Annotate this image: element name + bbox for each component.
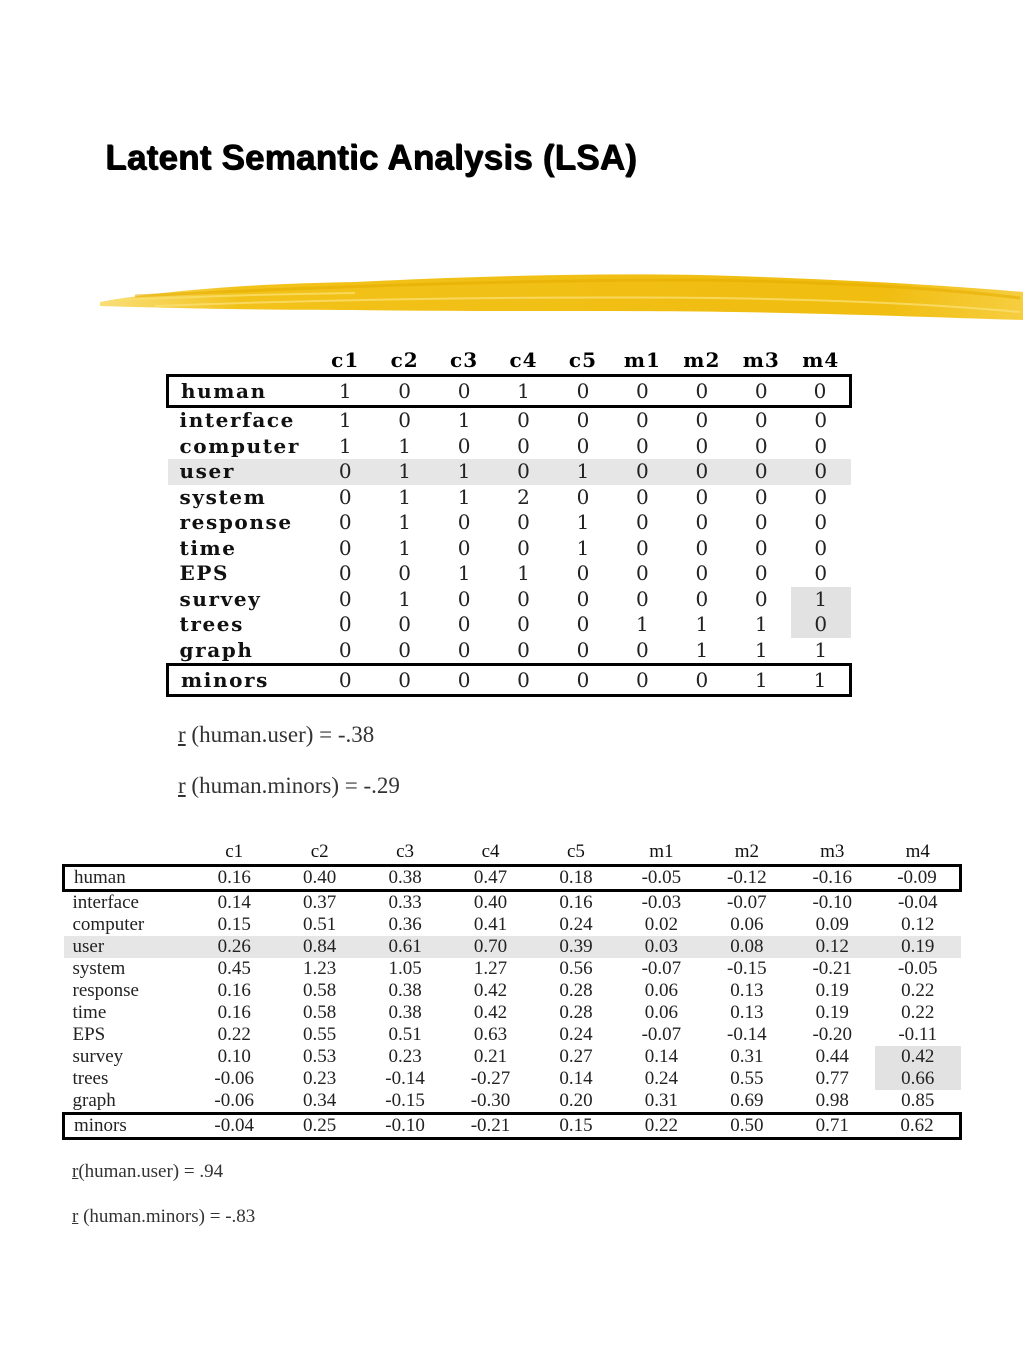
table-cell: 0 (791, 376, 851, 407)
row-term: time (179, 535, 237, 560)
column-header: m4 (802, 348, 840, 372)
table-cell: 0.39 (533, 936, 618, 958)
table-cell: 0 (695, 535, 709, 560)
table-cell: 0.16 (192, 866, 277, 891)
table-cell: 0 (398, 612, 412, 636)
row-term: response (179, 510, 293, 534)
table-cell: 0 (316, 459, 375, 485)
table-row (168, 665, 851, 696)
table-row (168, 376, 851, 407)
row-term: trees (72, 1068, 109, 1089)
table-cell: 0.21 (473, 1046, 508, 1067)
row-term: response (72, 980, 139, 1001)
table-cell: 0.85 (901, 1090, 935, 1111)
table-cell: 0 (695, 484, 709, 509)
column-header: c5 (568, 348, 598, 372)
table-row (64, 1068, 961, 1090)
table-row (168, 536, 851, 562)
table-cell: 0.24 (644, 1068, 679, 1089)
table-row (64, 1002, 961, 1024)
table-cell: 0 (576, 408, 590, 432)
table-cell: 0 (576, 484, 590, 509)
table-cell: 0.62 (875, 1114, 961, 1139)
table-cell: 0 (398, 637, 412, 662)
table-cell: 0.56 (559, 958, 593, 979)
table-cell: 0 (754, 408, 768, 432)
table-cell: 0.18 (533, 866, 618, 891)
table-cell: 0 (754, 433, 768, 458)
table-cell: 0.44 (815, 1046, 849, 1067)
table-cell: 0 (338, 510, 352, 534)
table-cell: 0.58 (303, 980, 337, 1001)
table-cell: 0.63 (473, 1024, 508, 1045)
table-cell: 0 (754, 586, 768, 611)
table-cell: 1 (398, 433, 412, 458)
table-cell: -0.10 (812, 892, 853, 913)
table-row (64, 936, 961, 958)
table-cell: 1 (457, 408, 471, 432)
table-cell: 0 (576, 637, 590, 662)
table-cell: 0 (732, 459, 791, 485)
table-cell: 0.22 (619, 1114, 704, 1139)
table-cell: 0.25 (277, 1114, 362, 1139)
table-cell: 1 (316, 376, 375, 407)
table-cell: 0 (695, 433, 709, 458)
table-cell: 0.06 (644, 1002, 679, 1023)
table-cell: 0 (814, 535, 828, 560)
table-cell: 0 (316, 665, 375, 696)
table-row (168, 485, 851, 511)
table-cell: 0.12 (901, 914, 935, 935)
table-cell: -0.07 (641, 958, 682, 979)
table-cell: 0.15 (533, 1114, 618, 1139)
table-cell: 0.36 (388, 914, 422, 935)
table-cell: -0.14 (385, 1068, 425, 1089)
row-term: computer (179, 433, 301, 458)
table-cell: 1 (457, 561, 471, 585)
table-cell: 0.37 (303, 892, 337, 913)
table-cell: 1 (517, 561, 530, 585)
table-cell: 0 (791, 459, 851, 485)
table-cell: 0 (576, 561, 590, 585)
table-cell: 1 (791, 665, 851, 696)
table-cell: 1 (398, 510, 412, 534)
row-term: minors (64, 1114, 192, 1139)
slide-title: Latent Semantic Analysis (LSA) (105, 138, 637, 177)
row-term: human (168, 376, 316, 407)
table-row (64, 1090, 961, 1114)
column-header: m4 (905, 841, 930, 862)
table-cell: 0 (613, 459, 672, 485)
table-cell: 1 (398, 484, 412, 509)
table-cell: 0.71 (790, 1114, 875, 1139)
table-cell: 0 (457, 433, 471, 458)
table-cell: 0 (636, 484, 649, 509)
header-spacer (64, 840, 192, 866)
table-cell: 0 (576, 612, 590, 636)
table-cell: 0.16 (217, 980, 251, 1001)
table-cell: 0 (576, 433, 590, 458)
table-row (64, 1046, 961, 1068)
table-row (64, 1114, 961, 1139)
table-cell: 2 (517, 484, 530, 509)
table-cell: 0.38 (388, 1002, 422, 1023)
table-cell: 0 (791, 612, 851, 638)
table-cell: 0 (553, 376, 612, 407)
table-cell: -0.03 (641, 892, 682, 913)
table-cell: 0.16 (559, 892, 593, 913)
table-cell: 0.53 (303, 1046, 337, 1067)
table-cell: 0.40 (277, 866, 362, 891)
table-cell: 0.13 (730, 980, 764, 1001)
column-header: m3 (820, 841, 845, 862)
column-header: c5 (567, 841, 585, 862)
table-cell: 0.38 (362, 866, 447, 891)
row-term: user (168, 459, 316, 485)
row-term: EPS (179, 561, 230, 585)
table-cell: 1 (754, 637, 768, 662)
table-cell: 1 (732, 665, 791, 696)
row-term: interface (72, 892, 139, 913)
table-cell: 0.14 (644, 1046, 679, 1067)
table-cell: 0 (494, 459, 553, 485)
table-cell: 1 (434, 459, 493, 485)
table-cell: -0.14 (727, 1024, 767, 1045)
table-row (168, 612, 851, 638)
table-cell: -0.21 (448, 1114, 533, 1139)
table-cell: 0.69 (730, 1090, 764, 1111)
table-cell: 0 (636, 535, 649, 560)
row-term: trees (179, 612, 244, 636)
table-cell: 0 (517, 612, 530, 636)
table-cell: 0.47 (448, 866, 533, 891)
table-cell: 1 (695, 612, 709, 636)
table-row (168, 434, 851, 460)
table-cell: -0.21 (812, 958, 853, 979)
table-cell: -0.05 (897, 958, 938, 979)
table-cell: 0 (695, 408, 709, 432)
row-term: minors (168, 665, 316, 696)
raw-correlation-human-minors: r (human.minors) = -.29 (178, 773, 400, 798)
table-cell: 0.14 (559, 1068, 593, 1089)
table-cell: 0.10 (217, 1046, 251, 1067)
table-cell: -0.27 (470, 1068, 511, 1089)
table-cell: 0 (375, 376, 434, 407)
row-term: graph (179, 637, 254, 662)
table-cell: 1.05 (388, 958, 422, 979)
column-header: m2 (734, 841, 759, 862)
table-cell: 1.23 (303, 958, 337, 979)
table-row (64, 914, 961, 936)
table-cell: 1 (338, 433, 352, 458)
table-cell: -0.30 (470, 1090, 511, 1111)
table-row (168, 459, 851, 485)
row-term: human (64, 866, 192, 891)
column-header: m2 (683, 348, 721, 372)
row-term: time (72, 1002, 107, 1023)
table-cell: 0.22 (901, 1002, 935, 1023)
table-cell: 0.42 (473, 980, 508, 1001)
row-term: EPS (72, 1024, 106, 1045)
column-header: c3 (396, 841, 415, 862)
table-cell: 0 (814, 408, 828, 432)
raw-correlation-human-user: r (human.user) = -.38 (178, 722, 375, 747)
table-cell: 1 (791, 587, 851, 613)
table-cell: 0.14 (217, 892, 251, 913)
table-cell: 0.55 (303, 1024, 337, 1045)
table-cell: 0 (636, 510, 649, 534)
table-cell: -0.15 (727, 958, 767, 979)
table-cell: 0 (636, 561, 649, 585)
table-cell: 0 (636, 637, 649, 662)
table-cell: 1 (398, 535, 412, 560)
table-cell: 0.16 (217, 1002, 251, 1023)
table-cell: 0 (338, 586, 352, 611)
table-cell: 0.02 (644, 914, 679, 935)
column-header: c2 (310, 841, 329, 862)
table-cell: 0.19 (815, 1002, 849, 1023)
table-row (64, 958, 961, 980)
table-cell: -0.07 (727, 892, 767, 913)
table-cell: 0.27 (559, 1046, 593, 1067)
table-cell: 0.66 (875, 1068, 961, 1090)
column-header: c3 (450, 348, 479, 372)
table-row (168, 638, 851, 665)
table-cell: 0 (457, 510, 471, 534)
table-cell: 1 (494, 376, 553, 407)
row-term: survey (179, 586, 262, 611)
table-cell: 1 (398, 586, 412, 611)
table-cell: 0 (338, 561, 352, 585)
table-row (168, 561, 851, 587)
table-cell: -0.11 (898, 1024, 938, 1045)
table-cell: 0 (338, 637, 352, 662)
table-cell: 0 (398, 561, 412, 585)
table-cell: -0.12 (704, 866, 789, 891)
table-cell: 0 (338, 612, 352, 636)
table-cell: 1 (375, 459, 434, 485)
table-cell: 1 (457, 484, 471, 509)
table-row (168, 510, 851, 536)
lsa-correlation-human-user: r(human.user) = .94 (72, 1161, 224, 1182)
table-cell: 0 (814, 433, 828, 458)
table-cell: 0.20 (559, 1090, 593, 1111)
table-cell: 0 (754, 484, 768, 509)
table-cell: -0.16 (790, 866, 875, 891)
table-cell: 0.19 (815, 980, 849, 1001)
table-cell: 0.24 (559, 914, 593, 935)
row-term: computer (72, 914, 145, 935)
table-cell: 0.41 (473, 914, 508, 935)
table-cell: 0 (398, 408, 412, 432)
table-cell: 0 (494, 665, 553, 696)
table-cell: 0 (375, 665, 434, 696)
table-cell: 0.34 (303, 1090, 337, 1111)
table-cell: 0.03 (619, 936, 704, 958)
table-cell: 0 (434, 376, 493, 407)
table-cell: -0.10 (362, 1114, 447, 1139)
table-cell: 0 (434, 665, 493, 696)
table-cell: 0 (613, 665, 672, 696)
column-header: m1 (649, 841, 674, 862)
table-cell: 0.23 (303, 1068, 337, 1089)
table-cell: 0 (695, 510, 709, 534)
table-cell: -0.07 (641, 1024, 682, 1045)
table-cell: 0.12 (790, 936, 875, 958)
column-header: m3 (742, 348, 780, 372)
table-cell: -0.04 (192, 1114, 277, 1139)
table-cell: 0.77 (815, 1068, 849, 1089)
table-cell: 1 (814, 637, 828, 662)
table-cell: 0.38 (388, 980, 422, 1001)
table-cell: 1 (576, 510, 590, 534)
table-cell: 0.06 (644, 980, 679, 1001)
table-cell: -0.06 (214, 1068, 254, 1089)
table-cell: 0 (517, 535, 530, 560)
table-cell: 0 (695, 586, 709, 611)
table-cell: 1.27 (473, 958, 508, 979)
table-cell: 0 (754, 561, 768, 585)
table-cell: 0 (636, 408, 649, 432)
table-cell: 0 (517, 637, 530, 662)
table-cell: 0 (457, 535, 471, 560)
table-cell: 0 (457, 637, 471, 662)
table-cell: -0.06 (214, 1090, 254, 1111)
lsa-correlation-human-minors: r (human.minors) = -.83 (72, 1206, 256, 1227)
table-cell: 0.40 (473, 892, 508, 913)
table-cell: 0 (636, 586, 649, 611)
table-cell: 1 (695, 637, 709, 662)
table-cell: -0.15 (385, 1090, 425, 1111)
table-cell: 0.24 (559, 1024, 593, 1045)
table-row (168, 407, 851, 434)
table-cell: 1 (576, 535, 590, 560)
table-cell: 0.51 (388, 1024, 422, 1045)
table-cell: 0 (576, 586, 590, 611)
table-cell: 0 (517, 433, 530, 458)
column-header: m1 (623, 348, 661, 372)
table-cell: 1 (754, 612, 768, 636)
table-cell: 0 (517, 408, 530, 432)
table-cell: 0.42 (473, 1002, 508, 1023)
table-cell: 0 (553, 665, 612, 696)
table-cell: 0 (672, 376, 731, 407)
table-cell: 0.33 (388, 892, 422, 913)
row-term: graph (72, 1090, 116, 1111)
table-cell: 0.98 (815, 1090, 849, 1111)
table-cell: 0 (672, 665, 731, 696)
table-cell: 0.22 (901, 980, 935, 1001)
table-cell: 1 (636, 612, 649, 636)
raw-term-document-table (166, 346, 852, 697)
table-cell: 0 (672, 459, 731, 485)
table-cell: 0 (732, 376, 791, 407)
table-cell: 0 (338, 484, 352, 509)
table-cell: 0.15 (217, 914, 251, 935)
table-cell: 0 (457, 586, 471, 611)
table-cell: 0.50 (704, 1114, 789, 1139)
table-cell: 0 (695, 561, 709, 585)
table-cell: 0.61 (362, 936, 447, 958)
table-row (64, 891, 961, 915)
row-term: system (72, 958, 126, 979)
table-cell: 0.23 (388, 1046, 422, 1067)
table-row (64, 980, 961, 1002)
table-cell: 0.55 (730, 1068, 764, 1089)
table-row (64, 1024, 961, 1046)
table-cell: 0.42 (875, 1046, 961, 1068)
table-cell: -0.05 (619, 866, 704, 891)
table-cell: 1 (338, 408, 352, 432)
row-term: survey (72, 1046, 124, 1067)
table-cell: 0.58 (303, 1002, 337, 1023)
table-row (64, 866, 961, 891)
lsa-reconstructed-table (62, 840, 962, 1140)
table-row (168, 587, 851, 613)
table-cell: 0 (517, 510, 530, 534)
table-cell: 0.13 (730, 1002, 764, 1023)
row-term: system (179, 484, 267, 509)
row-term: user (64, 936, 192, 958)
table-cell: 0 (517, 586, 530, 611)
table-cell: 0 (814, 484, 828, 509)
table-cell: 0.51 (303, 914, 337, 935)
table-cell: 0 (754, 510, 768, 534)
table-cell: 0.08 (704, 936, 789, 958)
table-cell: 0 (814, 561, 828, 585)
table-cell: 0.19 (875, 936, 961, 958)
table-cell: 0.31 (644, 1090, 679, 1111)
table-cell: 0 (457, 612, 471, 636)
table-cell: 0.84 (277, 936, 362, 958)
table-cell: 0.09 (815, 914, 849, 935)
table-cell: -0.09 (875, 866, 961, 891)
column-header: c4 (509, 348, 538, 372)
table-cell: -0.04 (897, 892, 938, 913)
highlighter-stroke-decoration (95, 262, 1024, 332)
header-spacer (168, 346, 316, 376)
column-header: c4 (481, 841, 500, 862)
table-cell: 0.45 (217, 958, 251, 979)
table-cell: 0 (613, 376, 672, 407)
table-cell: 0.28 (559, 1002, 593, 1023)
table-cell: 0 (814, 510, 828, 534)
table-cell: -0.20 (812, 1024, 853, 1045)
table-cell: 0.26 (192, 936, 277, 958)
column-header: c1 (225, 841, 244, 862)
row-term: interface (179, 408, 296, 432)
table-cell: 0.70 (448, 936, 533, 958)
table-cell: 0.22 (217, 1024, 251, 1045)
table-cell: 0.06 (730, 914, 764, 935)
table-cell: 0.28 (559, 980, 593, 1001)
table-cell: 0.31 (730, 1046, 764, 1067)
column-header: c2 (390, 348, 419, 372)
table-cell: 0 (338, 535, 352, 560)
column-header: c1 (331, 348, 360, 372)
table-cell: 0 (754, 535, 768, 560)
table-cell: 1 (553, 459, 612, 485)
table-cell: 0 (636, 433, 649, 458)
